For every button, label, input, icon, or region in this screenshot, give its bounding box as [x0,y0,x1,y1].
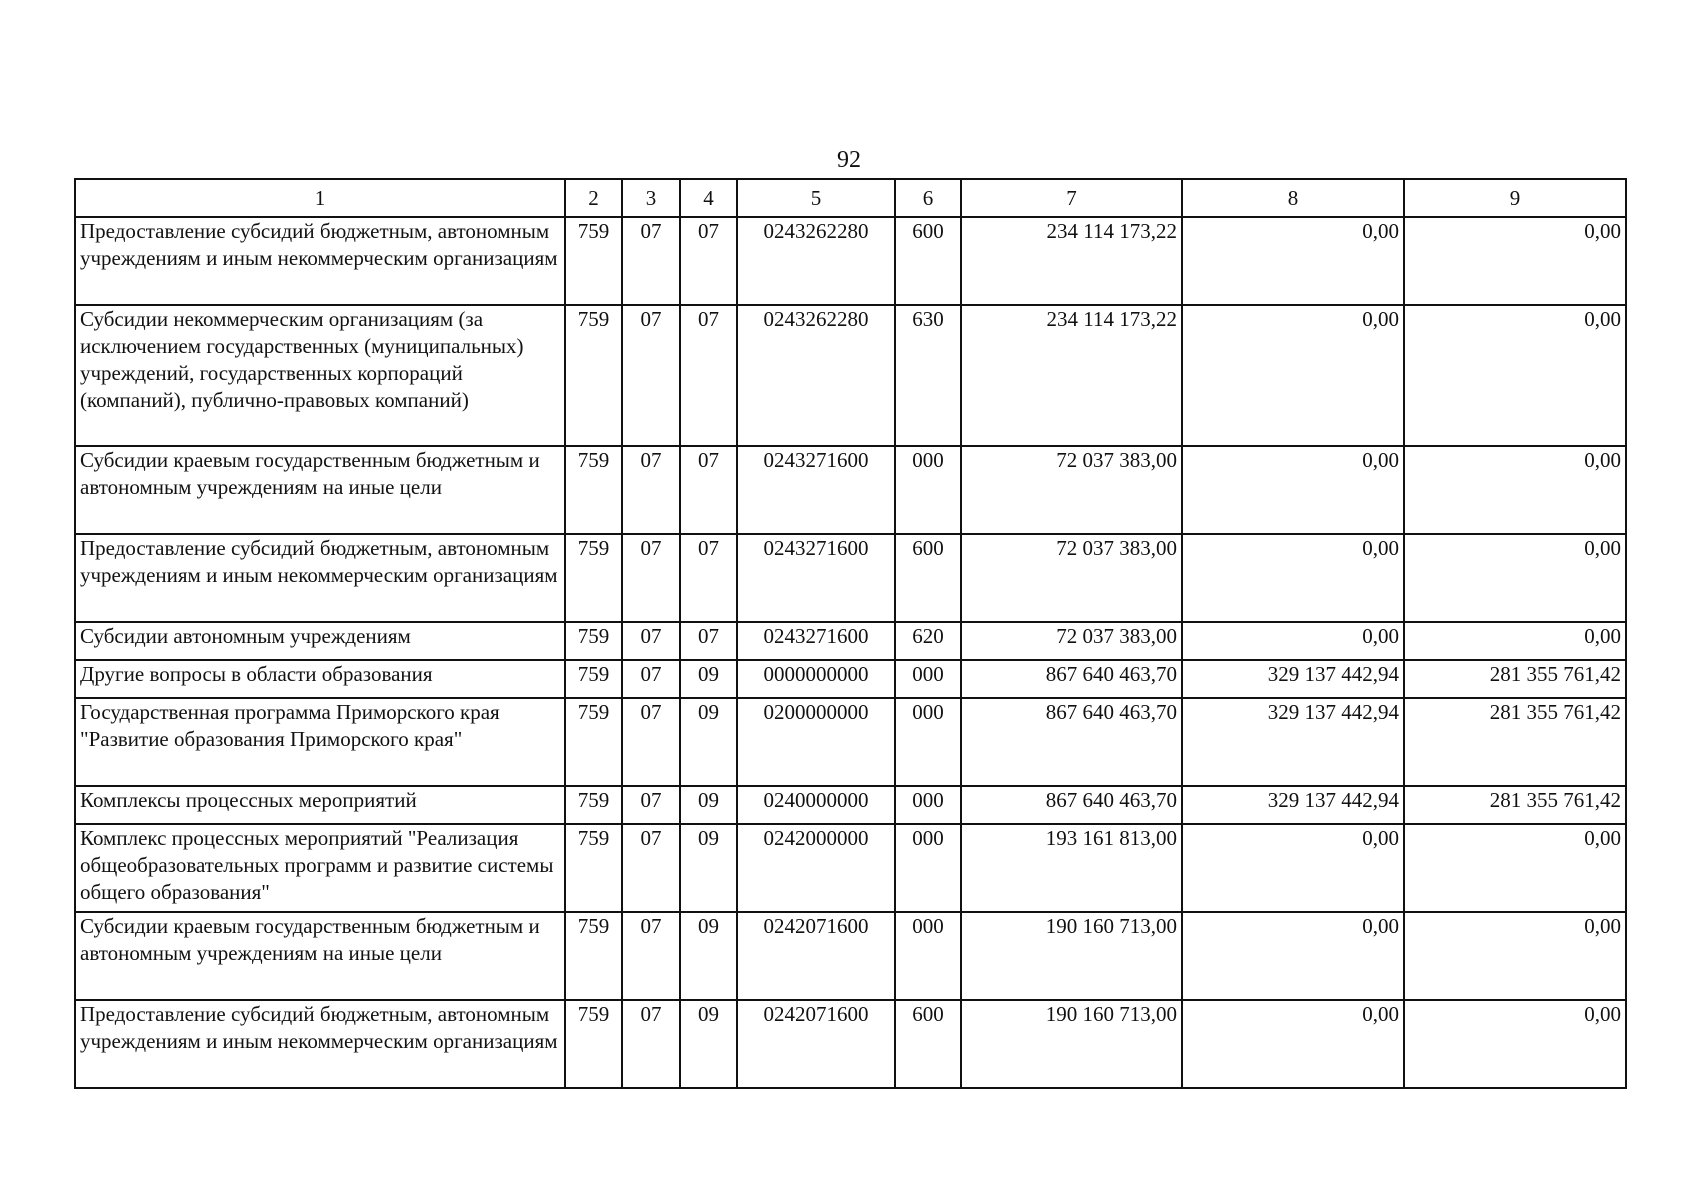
amount-cell-col8: 329 137 442,94 [1182,660,1404,698]
target-article-cell: 0243271600 [737,622,895,660]
table-row [75,305,1626,446]
expense-type-cell: 620 [895,622,961,660]
amount-cell-col9: 281 355 761,42 [1404,660,1626,698]
amount-cell-col7: 72 037 383,00 [961,446,1182,534]
table-row [75,824,1626,912]
amount-cell-col8: 0,00 [1182,446,1404,534]
header-cell: 8 [1182,179,1404,217]
header-cell: 5 [737,179,895,217]
amount-cell-col9: 0,00 [1404,217,1626,305]
row-name-cell: Субсидии краевым государственным бюджетным и автономным учреждениям на иные цели [75,912,565,1000]
target-article-cell: 0243262280 [737,217,895,305]
section-code-cell: 07 [622,217,680,305]
amount-cell-col8: 0,00 [1182,824,1404,912]
target-article-cell: 0242071600 [737,1000,895,1088]
amount-cell-col7: 234 114 173,22 [961,305,1182,446]
table-row [75,217,1626,305]
amount-cell-col8: 0,00 [1182,1000,1404,1088]
amount-cell-col9: 0,00 [1404,534,1626,622]
row-name-cell: Предоставление субсидий бюджетным, автономным учреждениям и иным некоммерческим организациям [75,1000,565,1088]
subsection-code-cell: 09 [680,1000,737,1088]
admin-code-cell: 759 [565,1000,622,1088]
row-name-cell: Субсидии автономным учреждениям [75,622,565,660]
admin-code-cell: 759 [565,698,622,786]
expense-type-cell: 000 [895,698,961,786]
expense-type-cell: 600 [895,1000,961,1088]
section-code-cell: 07 [622,446,680,534]
admin-code-cell: 759 [565,824,622,912]
amount-cell-col9: 0,00 [1404,305,1626,446]
table-row [75,698,1626,786]
subsection-code-cell: 07 [680,446,737,534]
subsection-code-cell: 09 [680,698,737,786]
header-cell: 1 [75,179,565,217]
section-code-cell: 07 [622,786,680,824]
expense-type-cell: 000 [895,446,961,534]
table-row [75,786,1626,824]
amount-cell-col7: 867 640 463,70 [961,786,1182,824]
subsection-code-cell: 07 [680,305,737,446]
expense-type-cell: 600 [895,217,961,305]
table-body [75,179,1626,1088]
section-code-cell: 07 [622,534,680,622]
amount-cell-col9: 0,00 [1404,824,1626,912]
expense-type-cell: 000 [895,824,961,912]
subsection-code-cell: 09 [680,912,737,1000]
column-number-header-row [75,179,1626,217]
expense-type-cell: 000 [895,660,961,698]
admin-code-cell: 759 [565,622,622,660]
amount-cell-col7: 867 640 463,70 [961,660,1182,698]
section-code-cell: 07 [622,912,680,1000]
row-name-cell: Предоставление субсидий бюджетным, автономным учреждениям и иным некоммерческим организациям [75,217,565,305]
section-code-cell: 07 [622,660,680,698]
amount-cell-col8: 0,00 [1182,622,1404,660]
amount-cell-col7: 867 640 463,70 [961,698,1182,786]
section-code-cell: 07 [622,305,680,446]
row-name-cell: Другие вопросы в области образования [75,660,565,698]
subsection-code-cell: 07 [680,622,737,660]
amount-cell-col7: 72 037 383,00 [961,622,1182,660]
section-code-cell: 07 [622,622,680,660]
admin-code-cell: 759 [565,912,622,1000]
subsection-code-cell: 09 [680,824,737,912]
table-row [75,912,1626,1000]
table-row [75,446,1626,534]
row-name-cell: Комплекс процессных мероприятий "Реализация общеобразовательных программ и развитие системы общего образования" [75,824,565,912]
admin-code-cell: 759 [565,660,622,698]
target-article-cell: 0243271600 [737,446,895,534]
subsection-code-cell: 09 [680,660,737,698]
table-row [75,660,1626,698]
target-article-cell: 0243262280 [737,305,895,446]
amount-cell-col9: 0,00 [1404,622,1626,660]
amount-cell-col9: 281 355 761,42 [1404,786,1626,824]
header-cell: 7 [961,179,1182,217]
subsection-code-cell: 07 [680,534,737,622]
admin-code-cell: 759 [565,446,622,534]
amount-cell-col7: 190 160 713,00 [961,912,1182,1000]
expense-type-cell: 600 [895,534,961,622]
header-cell: 3 [622,179,680,217]
amount-cell-col8: 0,00 [1182,305,1404,446]
header-cell: 4 [680,179,737,217]
expense-type-cell: 630 [895,305,961,446]
target-article-cell: 0000000000 [737,660,895,698]
amount-cell-col8: 0,00 [1182,912,1404,1000]
amount-cell-col7: 190 160 713,00 [961,1000,1182,1088]
amount-cell-col7: 72 037 383,00 [961,534,1182,622]
amount-cell-col7: 234 114 173,22 [961,217,1182,305]
amount-cell-col8: 0,00 [1182,534,1404,622]
row-name-cell: Субсидии краевым государственным бюджетным и автономным учреждениям на иные цели [75,446,565,534]
row-name-cell: Государственная программа Приморского края "Развитие образования Приморского края" [75,698,565,786]
admin-code-cell: 759 [565,534,622,622]
header-cell: 9 [1404,179,1626,217]
amount-cell-col9: 0,00 [1404,1000,1626,1088]
expense-type-cell: 000 [895,912,961,1000]
table-row [75,1000,1626,1088]
admin-code-cell: 759 [565,786,622,824]
row-name-cell: Предоставление субсидий бюджетным, автономным учреждениям и иным некоммерческим организациям [75,534,565,622]
admin-code-cell: 759 [565,305,622,446]
row-name-cell: Комплексы процессных мероприятий [75,786,565,824]
target-article-cell: 0240000000 [737,786,895,824]
subsection-code-cell: 07 [680,217,737,305]
section-code-cell: 07 [622,824,680,912]
section-code-cell: 07 [622,1000,680,1088]
header-cell: 6 [895,179,961,217]
target-article-cell: 0243271600 [737,534,895,622]
amount-cell-col8: 329 137 442,94 [1182,698,1404,786]
amount-cell-col8: 329 137 442,94 [1182,786,1404,824]
amount-cell-col9: 0,00 [1404,912,1626,1000]
page-number: 92 [837,147,861,173]
target-article-cell: 0242000000 [737,824,895,912]
expense-type-cell: 000 [895,786,961,824]
subsection-code-cell: 09 [680,786,737,824]
table-row [75,622,1626,660]
amount-cell-col9: 0,00 [1404,446,1626,534]
table-row [75,534,1626,622]
row-name-cell: Субсидии некоммерческим организациям (за исключением государственных (муниципальных) учреждений, государственных корпораций (компаний), публично-правовых компаний) [75,305,565,446]
section-code-cell: 07 [622,698,680,786]
target-article-cell: 0242071600 [737,912,895,1000]
budget-table [74,178,1627,1089]
admin-code-cell: 759 [565,217,622,305]
amount-cell-col9: 281 355 761,42 [1404,698,1626,786]
amount-cell-col8: 0,00 [1182,217,1404,305]
header-cell: 2 [565,179,622,217]
target-article-cell: 0200000000 [737,698,895,786]
amount-cell-col7: 193 161 813,00 [961,824,1182,912]
